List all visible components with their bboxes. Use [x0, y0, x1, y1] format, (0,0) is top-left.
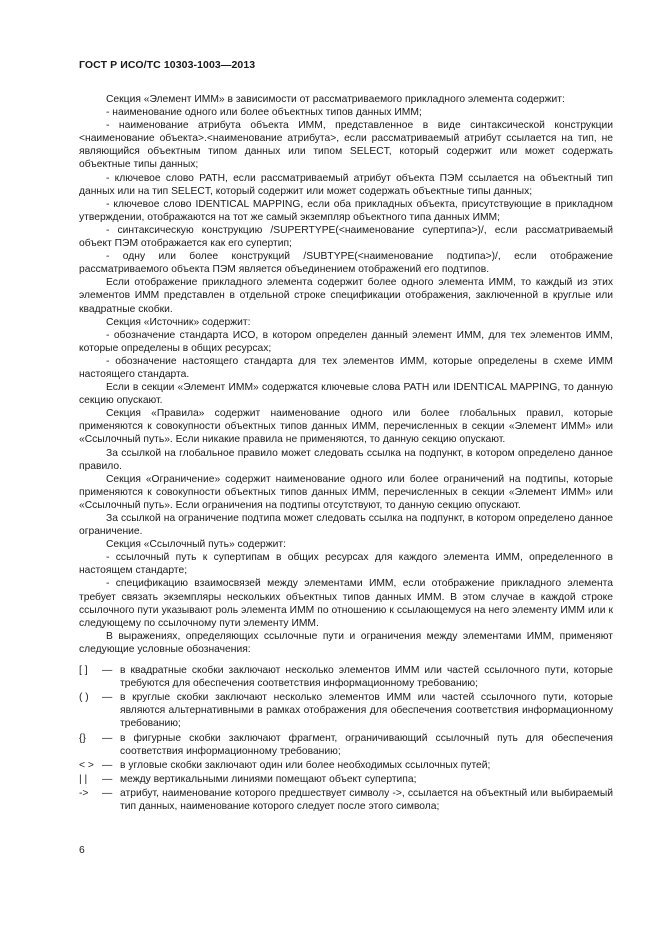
paragraph: Если отображение прикладного элемента содержит более одного элемента ИММ, то каждый из этих элементов ИММ представлен в отдельной строке спецификации отображения, заключенной в круглые или квадратные скобки.: [79, 277, 613, 315]
paragraph: - наименование атрибута объекта ИММ, представленное в виде синтаксической конструкции <наименование объекта>.<наименование атрибута>, если рассматриваемый атрибут ссылается на тип, не являющийся объектным типом данных или типом SELECT, который содержит или может содержать объектные типы данных;: [79, 120, 613, 171]
notation-item: [79, 773, 613, 786]
notation-symbol: {}: [79, 732, 86, 744]
notation-symbol: ->: [79, 787, 89, 799]
paragraph: Если в секции «Элемент ИММ» содержатся ключевые слова PATH или IDENTICAL MAPPING, то данную секцию опускают.: [79, 382, 613, 407]
notation-text: в фигурные скобки заключают фрагмент, ограничивающий ссылочный путь для обеспечения соответствия информационному требованию;: [120, 732, 613, 757]
notation-symbol: | |: [79, 773, 88, 785]
notation-dash: —: [102, 759, 113, 771]
paragraph: Секция «Правила» содержит наименование одного или более глобальных правил, которые применяются к совокупности объектных типов данных ИММ, перечисленных в секции «Элемент ИММ» или «Ссылочный путь». Если никакие правила не применяются, то данную секцию опускают.: [79, 408, 613, 446]
paragraph: В выражениях, определяющих ссылочные пути и ограничения между элементами ИММ, применяют следующие условные обозначения:: [79, 630, 613, 655]
paragraph: За ссылкой на ограничение подтипа может следовать ссылка на подпункт, в котором определено данное ограничение.: [79, 513, 613, 538]
document-header: ГОСТ Р ИСО/ТС 10303-1003—2013: [79, 59, 256, 71]
notation-item: [79, 759, 613, 772]
notation-item: [79, 732, 613, 758]
paragraph: Секция «Ограничение» содержит наименование одного или более ограничений на подтипы, которые применяются к совокупности объектных типов данных ИММ, перечисленных в секции «Элемент ИММ» или «Ссылочный путь». Если ограничения на подтипы отсутствуют, то данную секцию опускают.: [79, 473, 613, 511]
notation-item: [79, 691, 613, 730]
paragraph: - обозначение настоящего стандарта для тех элементов ИММ, которые определены в схеме ИММ настоящего стандарта.: [79, 355, 613, 380]
document-body: [79, 93, 613, 814]
paragraph: - ключевое слово IDENTICAL MAPPING, если оба прикладных объекта, присутствующие в прикладном утверждении, отображаются на тот же самый экземпляр объектного типа данных ИММ;: [79, 198, 613, 223]
notation-symbol: ( ): [79, 692, 89, 704]
paragraph: - синтаксическую конструкцию /SUPERTYPE(<наименование супертипа>)/, если рассматриваемый объект ПЭМ отображается как его супертип;: [79, 224, 613, 250]
notation-item: [79, 787, 613, 813]
notation-dash: —: [102, 773, 113, 785]
paragraph: За ссылкой на глобальное правило может следовать ссылка на подпункт, в котором определено данное правило.: [79, 447, 613, 472]
notation-dash: —: [102, 665, 113, 677]
notation-text: в квадратные скобки заключают несколько элементов ИММ или частей ссылочного пути, которые требуются для обеспечения соответствия информационному требованию;: [120, 665, 613, 690]
notation-dash: —: [102, 787, 113, 799]
notation-dash: —: [102, 732, 113, 744]
paragraph: - обозначение стандарта ИСО, в котором определен данный элемент ИММ, для тех элементов ИММ, которые определены в общих ресурсах;: [79, 329, 613, 354]
notation-text: в круглые скобки заключают несколько элементов ИММ или частей ссылочного пути, которые являются альтернативными в рамках отображения для обеспечения соответствия информационному требованию;: [120, 692, 613, 730]
paragraph: - наименование одного или более объектных типов данных ИММ;: [106, 107, 422, 119]
paragraph: - спецификацию взаимосвязей между элементами ИММ, если отображение прикладного элемента требует связать экземпляры нескольких объектных типов данных ИММ. В этом случае в каждой строке ссылочного пути указывают роль элемента ИММ по отношению к ссылающемуся на него элементу ИММ или к следующему по ссылочному пути элементу ИММ.: [79, 578, 613, 629]
paragraph: Секция «Ссылочный путь» содержит:: [106, 539, 286, 551]
paragraph: - одну или более конструкций /SUBTYPE(<наименование подтипа>)/, если отображение рассматриваемого объекта ПЭМ является объединением отображений его подтипов.: [79, 251, 613, 276]
page-number: 6: [79, 845, 85, 856]
notation-text: атрибут, наименование которого предшествует символу ->, ссылается на объектный или выбираемый тип данных, наименование которого следует после этого символа;: [120, 787, 613, 812]
notation-symbol: [ ]: [79, 665, 88, 677]
notation-list: [79, 664, 613, 813]
paragraph: - ссылочный путь к супертипам в общих ресурсах для каждого элемента ИММ, определенного в настоящем стандарте;: [79, 552, 613, 577]
paragraph: Секция «Источник» содержит:: [106, 316, 251, 328]
paragraph: Секция «Элемент ИММ» в зависимости от рассматриваемого прикладного элемента содержит:: [106, 94, 565, 105]
notation-item: [79, 664, 613, 690]
notation-text: в угловые скобки заключают один или более необходимых ссылочных путей;: [120, 759, 491, 771]
notation-symbol: < >: [79, 759, 94, 771]
paragraph: - ключевое слово PATH, если рассматриваемый атрибут объекта ПЭМ ссылается на объектный тип данных или на тип SELECT, который содержит или может содержать объектные типы данных;: [79, 172, 613, 197]
notation-dash: —: [102, 692, 113, 704]
notation-text: между вертикальными линиями помещают объект супертипа;: [120, 773, 417, 785]
